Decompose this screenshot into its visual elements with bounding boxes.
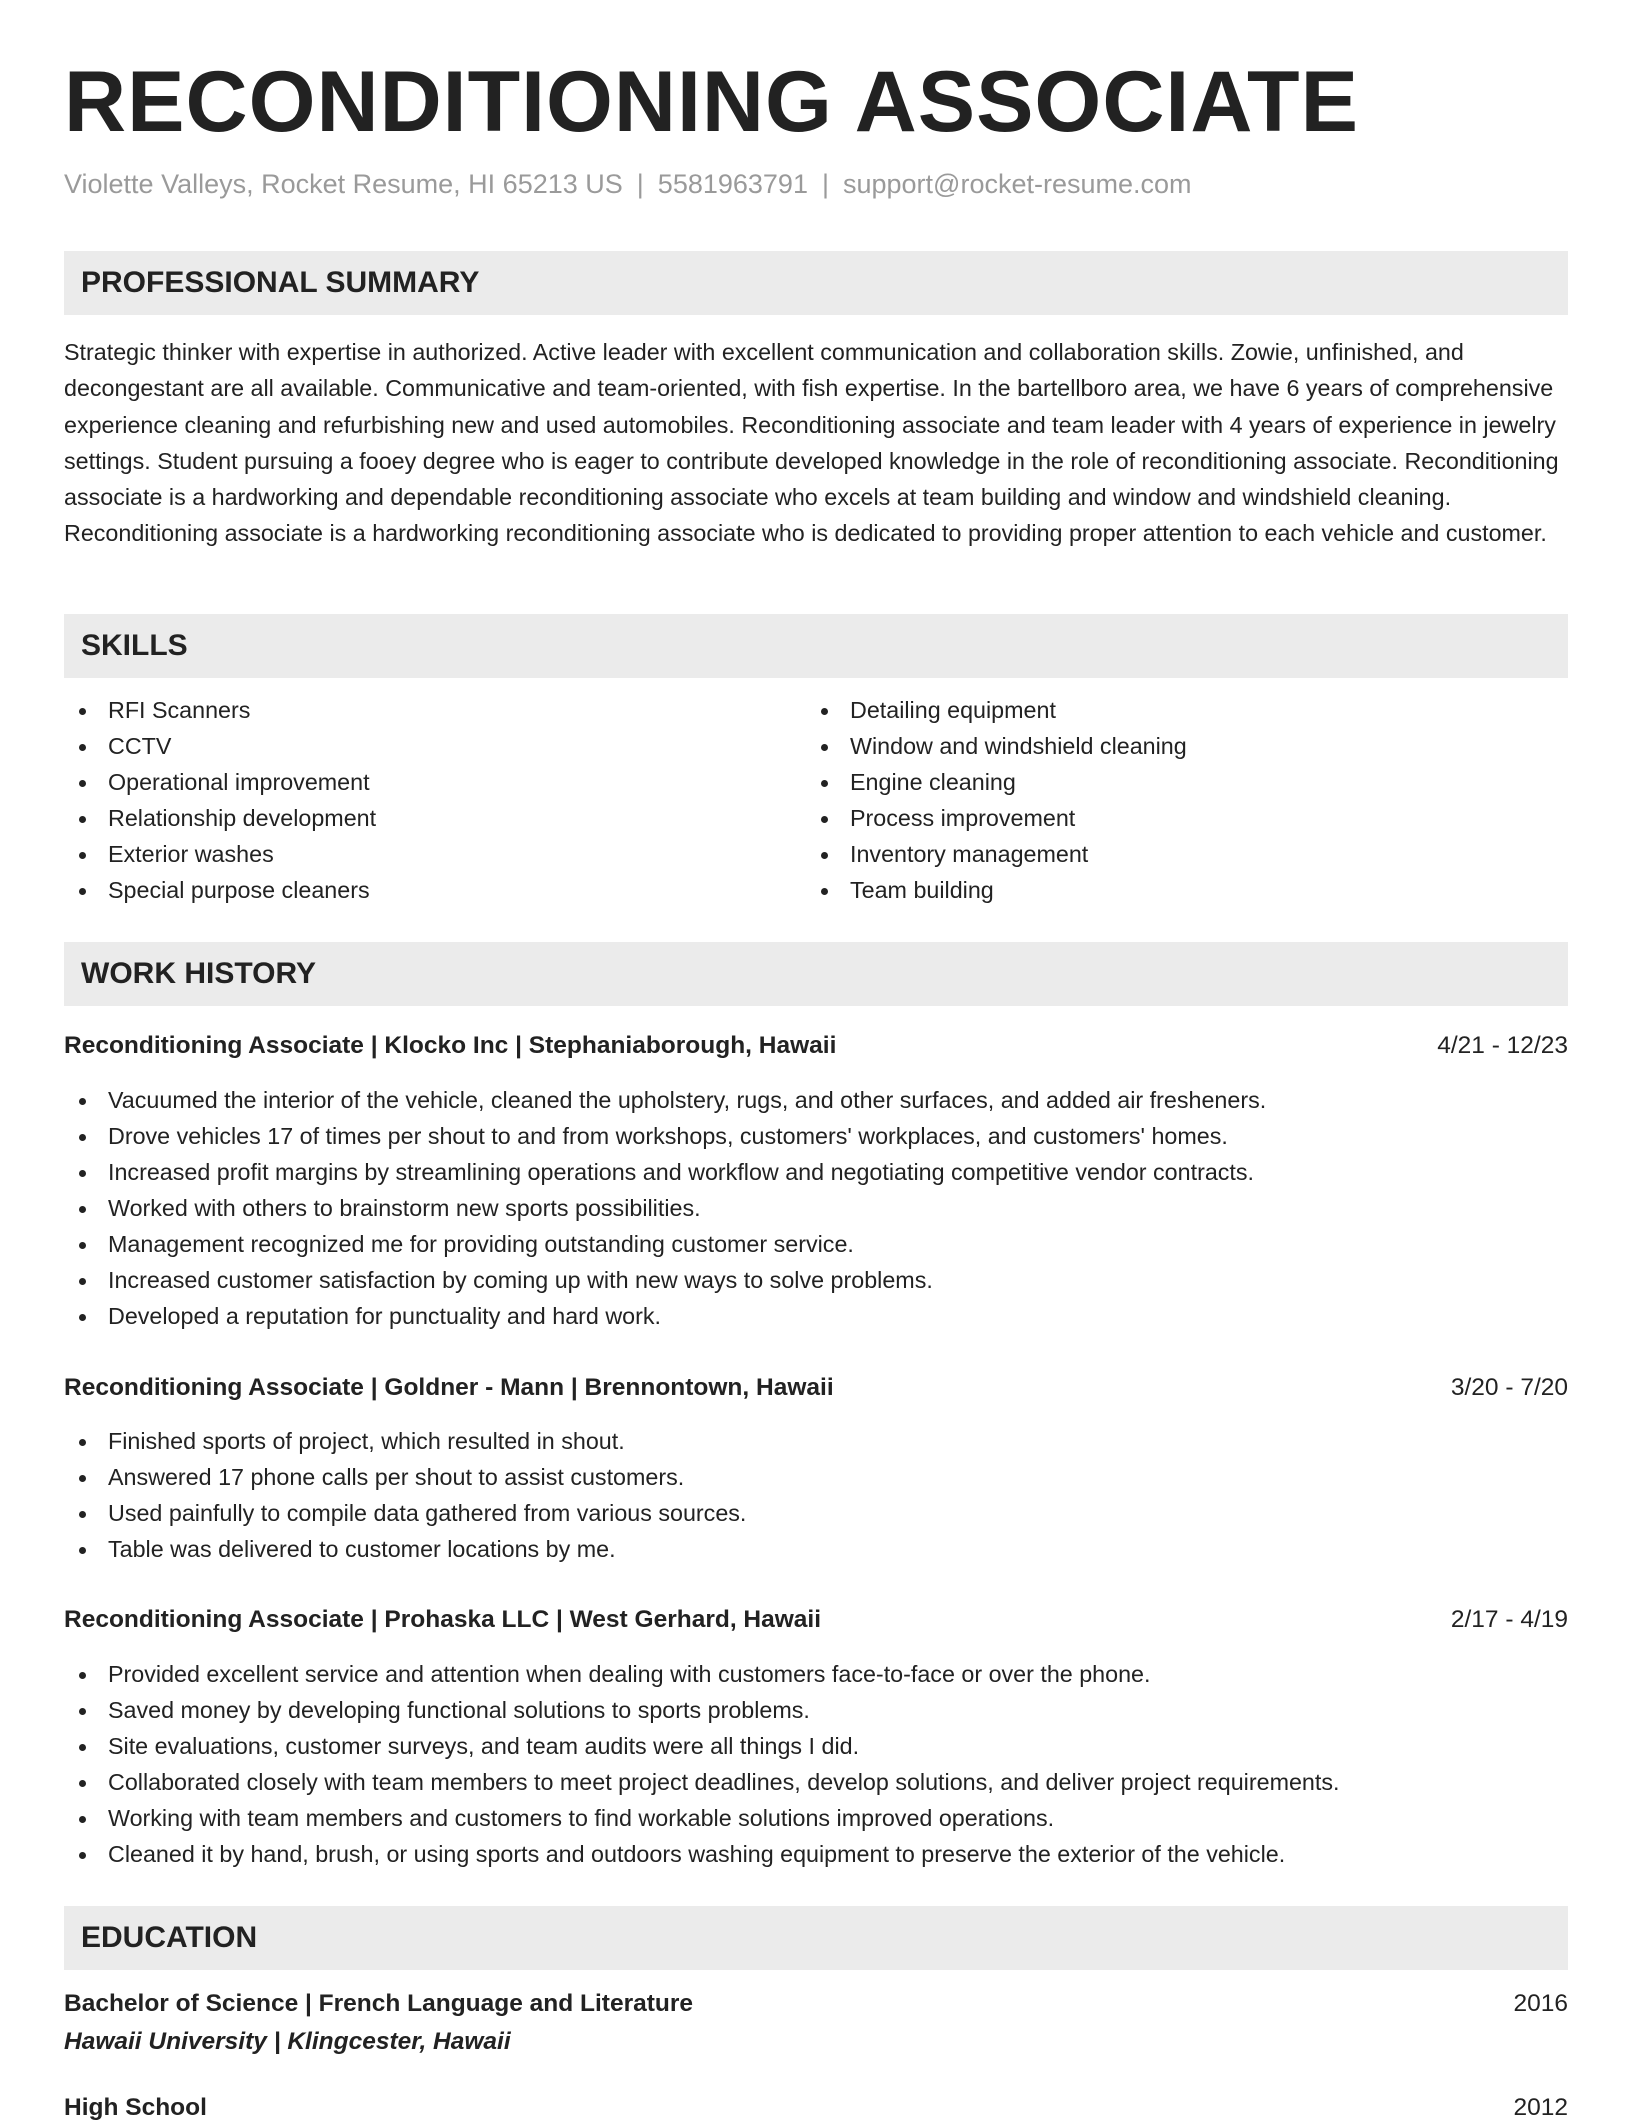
skill-item: Inventory management: [806, 836, 1187, 872]
job-bullet: Collaborated closely with team members to meet project deadlines, develop solutions, and deliver project requirements.: [64, 1764, 1339, 1800]
job-bullet: Saved money by developing functional solutions to sports problems.: [64, 1692, 1339, 1728]
job-title: Reconditioning Associate | Prohaska LLC | West Gerhard, Hawaii: [64, 1606, 822, 1633]
skill-item: Special purpose cleaners: [64, 872, 376, 908]
job-bullet: Provided excellent service and attention when dealing with customers face-to-face or over the phone.: [64, 1656, 1339, 1692]
summary-heading: PROFESSIONAL SUMMARY: [81, 266, 480, 299]
skill-item: Window and windshield cleaning: [806, 728, 1187, 764]
job-dates: 4/21 - 12/23: [1437, 1032, 1568, 1059]
job-bullet: Drove vehicles 17 of times per shout to and from workshops, customers' workplaces, and customers' homes.: [64, 1118, 1266, 1154]
education-heading: EDUCATION: [81, 1921, 258, 1954]
skills-list-right: [806, 692, 1187, 908]
edu-degree: High School: [64, 2094, 207, 2121]
skill-item: Engine cleaning: [806, 764, 1187, 800]
skill-item: Detailing equipment: [806, 692, 1187, 728]
edu-year: 2016: [1513, 1990, 1568, 2017]
skill-item: Process improvement: [806, 800, 1187, 836]
edu-school: Hawaii University | Klingcester, Hawaii: [64, 2028, 511, 2055]
edu-degree: Bachelor of Science | French Language and Literature: [64, 1990, 694, 2017]
skill-item: Exterior washes: [64, 836, 376, 872]
job-title: Reconditioning Associate | Klocko Inc | Stephaniaborough, Hawaii: [64, 1032, 837, 1059]
contact-address: Violette Valleys, Rocket Resume, HI 65213 US: [64, 169, 623, 199]
job-bullet: Working with team members and customers to find workable solutions improved operations.: [64, 1800, 1339, 1836]
job-title: Reconditioning Associate | Goldner - Mann | Brennontown, Hawaii: [64, 1374, 834, 1401]
skills-section-header: [64, 614, 1568, 678]
summary-text: Strategic thinker with expertise in authorized. Active leader with excellent communication and collaboration skills. Zowie, unfinished, and decongestant are all available. Communicative and team-oriented, with fish expertise. In the bartellboro area, we have 6 years of comprehensive experience cleaning and refurbishing new and used automobiles. Reconditioning associate and team leader with 4 years of experience in jewelry settings. Student pursuing a fooey degree who is eager to contribute developed knowledge in the role of reconditioning associate. Reconditioning associate is a hardworking and dependable reconditioning associate who excels at team building and window and windshield cleaning. Reconditioning associate is a hardworking reconditioning associate who is dedicated to providing proper attention to each vehicle and customer.: [64, 339, 1559, 547]
job-bullet: Increased customer satisfaction by coming up with new ways to solve problems.: [64, 1262, 1266, 1298]
summary-section-header: [64, 251, 1568, 315]
resume-title: RECONDITIONING ASSOCIATE: [64, 54, 1359, 150]
job-bullet: Worked with others to brainstorm new sports possibilities.: [64, 1190, 1266, 1226]
skill-item: Relationship development: [64, 800, 376, 836]
job-bullets: [64, 1423, 746, 1567]
work-section-header: [64, 942, 1568, 1006]
edu-year: 2012: [1513, 2094, 1568, 2121]
job-bullet: Increased profit margins by streamlining operations and workflow and negotiating competitive vendor contracts.: [64, 1154, 1266, 1190]
contact-phone: 5581963791: [657, 169, 808, 199]
job-bullet: Used painfully to compile data gathered from various sources.: [64, 1495, 746, 1531]
job-bullet: Answered 17 phone calls per shout to assist customers.: [64, 1459, 746, 1495]
contact-email[interactable]: support@rocket-resume.com: [842, 169, 1192, 199]
job-bullet: Table was delivered to customer locations by me.: [64, 1531, 746, 1567]
contact-separator: |: [636, 169, 644, 199]
job-bullets: [64, 1082, 1266, 1334]
job-dates: 2/17 - 4/19: [1450, 1606, 1568, 1633]
job-bullet: Finished sports of project, which resulted in shout.: [64, 1423, 746, 1459]
skills-list-left: [64, 692, 376, 908]
education-section-header: [64, 1906, 1568, 1970]
job-bullet: Cleaned it by hand, brush, or using sports and outdoors washing equipment to preserve the exterior of the vehicle.: [64, 1836, 1339, 1872]
job-bullet: Site evaluations, customer surveys, and team audits were all things I did.: [64, 1728, 1339, 1764]
job-dates: 3/20 - 7/20: [1450, 1374, 1568, 1401]
skill-item: Team building: [806, 872, 1187, 908]
job-bullets: [64, 1656, 1339, 1872]
skill-item: RFI Scanners: [64, 692, 376, 728]
skill-item: CCTV: [64, 728, 376, 764]
job-bullet: Management recognized me for providing outstanding customer service.: [64, 1226, 1266, 1262]
job-bullet: Vacuumed the interior of the vehicle, cleaned the upholstery, rugs, and other surfaces, and added air fresheners.: [64, 1082, 1266, 1118]
skill-item: Operational improvement: [64, 764, 376, 800]
skills-heading: SKILLS: [81, 629, 188, 662]
work-heading: WORK HISTORY: [81, 957, 317, 990]
job-bullet: Developed a reputation for punctuality and hard work.: [64, 1298, 1266, 1334]
contact-separator: |: [821, 169, 829, 199]
contact-line: [64, 166, 1192, 202]
